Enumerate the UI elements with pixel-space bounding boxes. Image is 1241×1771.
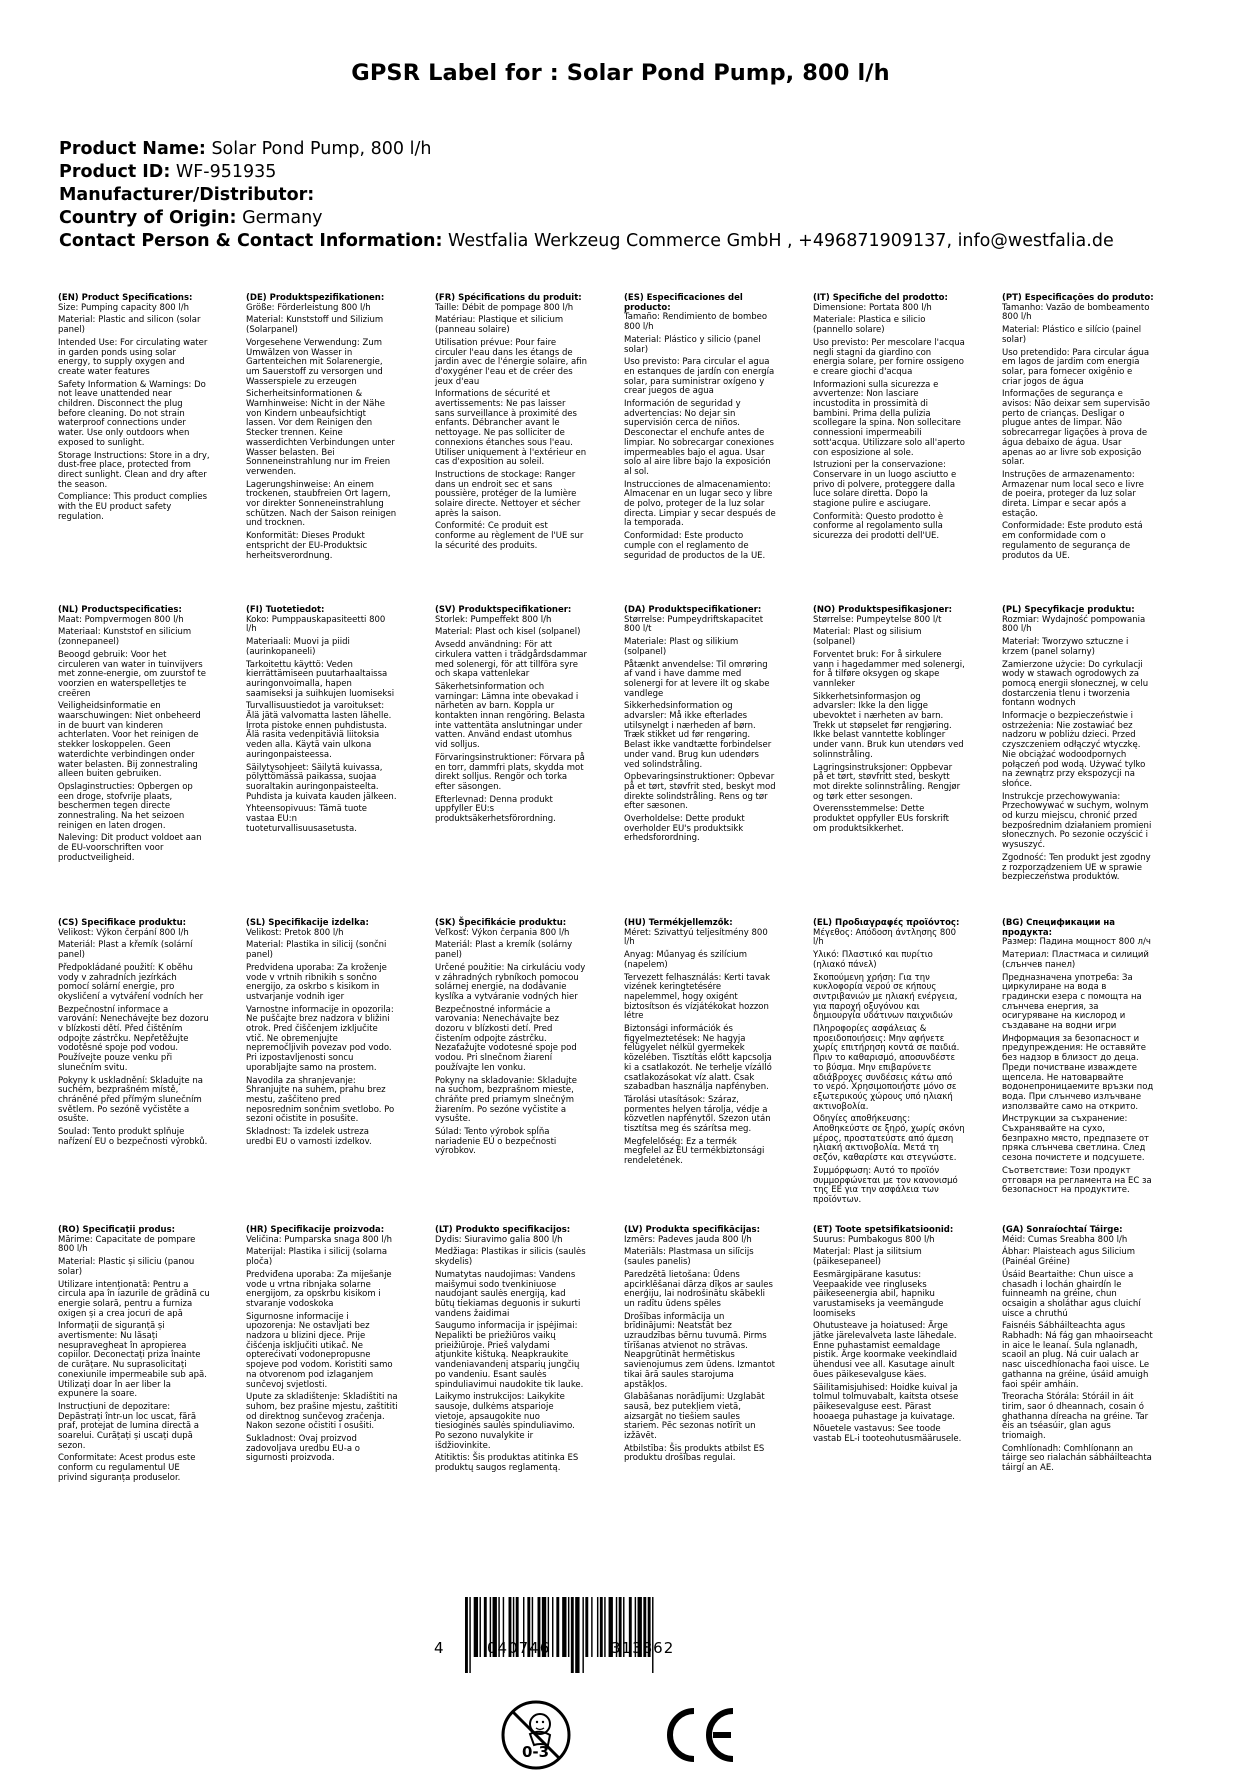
spec-paragraph: Säkerhetsinformation och varningar: Lämna inte obevakad i närheten av barn. Koppla ur kontakten innan rengöring. Belasta inte vattentäta anslutningar under vatten. Använd endast utomhus vid solljus. bbox=[435, 681, 585, 751]
spec-paragraph: Compliance: This product complies with the EU product safety regulation. bbox=[58, 492, 207, 522]
spec-paragraph: Avsedd användning: För att cirkulera vatten i trädgårdsdammar med solenergi, för att tillföra syre och skapa vattenlekar bbox=[435, 640, 587, 680]
spec-block bbox=[435, 294, 587, 555]
spec-header: (SV) Produktspecifikationer: bbox=[435, 605, 572, 615]
spec-paragraph: Utilizare intenționată: Pentru a circula apa în iazurile de grădină cu energie solară, pentru a furniza oxigen și a crea jocuri de apă bbox=[58, 1279, 210, 1319]
spec-paragraph: Koko: Pumppauskapasiteetti 800 l/h bbox=[246, 614, 386, 635]
spec-paragraph: Säilytysohjeet: Säilytä kuivassa, pölyttömässä paikassa, suojaa suoraltakin auringonpaisteelta. Puhdista ja kuivata kauden jälkeen. bbox=[246, 762, 397, 802]
spec-paragraph: Storage Instructions: Store in a dry, dust-free place, protected from direct sunlight. Clean and dry after the season. bbox=[58, 450, 210, 490]
spec-paragraph: Tamanho: Vazão de bombeamento 800 l/h bbox=[1002, 302, 1150, 323]
spec-paragraph: Overholdelse: Dette produkt overholder EU's produktsikk erhedsforordning. bbox=[624, 814, 745, 844]
barcode-bar bbox=[469, 1597, 470, 1673]
spec-paragraph: Pokyny k uskladnění: Skladujte na suchém, bezprašném místě, chráněné před přímým slunečním světlem. Po sezóně vyčistěte a osušte. bbox=[58, 1075, 203, 1125]
spec-paragraph: Izmērs: Padeves jauda 800 l/h bbox=[624, 1234, 752, 1245]
spec-paragraph: Conformidade: Este produto está em conformidade com o regulamento de segurança de produtos da UE. bbox=[1002, 521, 1143, 561]
spec-paragraph: Materiaali: Muovi ja piidi (aurinkopaneeli) bbox=[246, 637, 350, 657]
spec-paragraph: Sukladnost: Ovaj proizvod zadovoljava uredbu EU-a o sigurnosti proizvoda. bbox=[246, 1434, 360, 1464]
spec-paragraph: Zgodność: Ten produkt jest zgodny z rozporządzeniem UE w sprawie bezpieczeństwa produktów. bbox=[1002, 852, 1151, 883]
spec-paragraph: Materiaal: Kunststof en silicium (zonnepaneel) bbox=[58, 627, 192, 648]
spec-paragraph: Yhteensopivuus: Tämä tuote vastaa EU:n tuoteturvallisuusasetusta. bbox=[246, 804, 368, 834]
spec-paragraph: Pokyny na skladovanie: Skladujte na suchom, bezprašnom mieste, chráňte pred priamym slnečným žiarením. Po sezóne vyčistite a vysušte. bbox=[435, 1075, 577, 1125]
spec-paragraph: Conformidad: Este producto cumple con el reglamento de seguridad de productos de la UE. bbox=[624, 531, 766, 561]
spec-paragraph: Tarkoitettu käyttö: Veden kierrättämiseen puutarhaaltaissa auringonvoimalla, hapen saamiseksi ja suihkujen luomiseksi bbox=[246, 659, 395, 699]
spec-paragraph: Velikost: Výkon čerpání 800 l/h bbox=[58, 927, 189, 938]
spec-paragraph: Comhlíonadh: Comhlíonann an táirge seo rialachán sábháilteachta táirgí an AE. bbox=[1002, 1443, 1152, 1474]
spec-paragraph: Instrucciones de almacenamiento: Almacenar en un lugar seco y libre de polvo, proteger de la luz solar directa. Limpiar y secar después de la temporada. bbox=[624, 479, 776, 529]
spec-header: (FR) Spécifications du produit: bbox=[435, 293, 582, 303]
barcode-bar bbox=[652, 1597, 653, 1673]
barcode-bar bbox=[556, 1597, 559, 1657]
spec-block bbox=[624, 1226, 776, 1467]
spec-paragraph: Paredzētā lietošana: Ūdens apcirklēšanai dārza dīķos ar saules enerģiju, lai nodrošinātu skābekli un radītu ūdens spēles bbox=[624, 1269, 773, 1309]
spec-paragraph: Naleving: Dit product voldoet aan de EU-voorschriften voor productveiligheid. bbox=[58, 833, 202, 863]
spec-header: (CS) Specifikace produktu: bbox=[58, 918, 187, 928]
spec-paragraph: Beoogd gebruik: Voor het circuleren van water in tuinvijvers met zonne-energie, om zuurstof te voorzien en waterspelletjes te creëren bbox=[58, 649, 206, 699]
spec-paragraph: Efterlevnad: Denna produkt uppfyller EU:s produktsäkerhetsförordning. bbox=[435, 794, 556, 825]
spec-block bbox=[246, 919, 398, 1150]
spec-block bbox=[1002, 294, 1154, 564]
spec-header: (RO) Specificații produs: bbox=[58, 1225, 176, 1235]
spec-block bbox=[246, 606, 398, 837]
spec-paragraph: Предназначена употреба: За циркулиране на вода в градински езера с помощта на слънчева енергия, за осигуряване на кислород и създаване на водни игри bbox=[1002, 972, 1142, 1032]
spec-paragraph: Informations de sécurité et avertissements: Ne pas laisser sans surveillance à proximité des enfants. Débrancher avant le nettoyage. Ne pas solliciter de connexions étanches sous l'eau. Utiliser uniquement à l'extérieur en cas d'exposition au soleil. bbox=[435, 389, 587, 468]
spec-paragraph: Ábhar: Plaisteach agus Silicium (Painéal Gréine) bbox=[1002, 1247, 1136, 1268]
spec-paragraph: Navodila za shranjevanje: Shranjujte na suhem, prahu brez mestu, zaščiteno pred neposrednim sončnim svetlobo. Po sezoni očistite in posušite. bbox=[246, 1075, 395, 1125]
barcode-bar bbox=[568, 1597, 569, 1657]
spec-paragraph: Safety Information & Warnings: Do not leave unattended near children. Disconnect the plug before cleaning. Do not strain waterproof connections under water. Use only outdoors when exposed to sunlight. bbox=[58, 379, 206, 448]
spec-paragraph: Størrelse: Pumpeydriftskapacitet 800 l/t bbox=[624, 614, 764, 635]
spec-paragraph: Materijal: Plastika i silicij (solarna ploča) bbox=[246, 1247, 388, 1268]
spec-paragraph: Dimensione: Portata 800 l/h bbox=[813, 302, 932, 313]
spec-header: (DA) Produktspecifikationer: bbox=[624, 605, 762, 615]
spec-paragraph: Faisnéis Sábháilteachta agus Rabhadh: Ná fág gan mhaoirseacht in aice le leanaí. Sula nglanadh, scaoil an plug. Ná cuir ualach ar nasc uiscedhíonacha faoi uisce. Le gathanna na gréine, úsáid amuigh faoi spéir amháin. bbox=[1002, 1321, 1153, 1390]
product-info-label: Contact Person & Contact Information: bbox=[59, 231, 443, 251]
product-info-value: WF-951935 bbox=[175, 162, 277, 182]
spec-paragraph: Πληροφορίες ασφάλειας & προειδοποιήσεις: Μην αφήνετε χωρίς επιτήρηση κοντά σε παιδιά. Πριν το καθαρισμό, αποσυνδέστε το βύσμα. Μην επιβαρύνετε αδιάβροχες συνδέσεις κάτω από το νερό. Χρησιμοποιήστε μόνο σε εξωτερικούς χώρους υπό ηλιακή ακτινοβολία. bbox=[813, 1024, 960, 1112]
spec-header: (NO) Produktspesifikasjoner: bbox=[813, 605, 952, 615]
spec-block bbox=[58, 294, 210, 525]
spec-paragraph: Sicherheitsinformationen & Warnhinweise: Nicht in der Nähe von Kindern unbeaufsichtigt lassen. Vor dem Reinigen den Stecker trennen. Keine wasserdichten Verbindungen unter Wasser belasten. Bei Sonneneinstrahlung nur im Freien verwenden. bbox=[246, 389, 395, 477]
spec-header: (SL) Specifikacije izdelka: bbox=[246, 918, 369, 928]
product-info bbox=[59, 138, 1114, 253]
barcode-bar bbox=[575, 1597, 579, 1673]
product-info-label: Manufacturer/Distributor: bbox=[59, 185, 315, 205]
spec-paragraph: Materiál: Plast a křemík (solární panel) bbox=[58, 940, 193, 961]
barcode-bar bbox=[582, 1597, 583, 1673]
spec-paragraph: Maat: Pompvermogen 800 l/h bbox=[58, 614, 184, 625]
spec-paragraph: Varnostne informacije in opozorila: Ne puščajte brez nadzora v bližini otrok. Pred čiščenjem izključite vtič. Ne obremenjujte nepremočljivih povezav pod vodo. Pri izpostavljenosti soncu uporabljajte samo na prostem. bbox=[246, 1004, 394, 1073]
spec-block bbox=[435, 1226, 587, 1477]
spec-header: (ET) Toote spetsifikatsioonid: bbox=[813, 1225, 954, 1235]
barcode-bar bbox=[480, 1597, 481, 1657]
spec-paragraph: Förvaringsinstruktioner: Förvara på en torr, dammfri plats, skydda mot direkt solljus. Rengör och torka efter säsongen. bbox=[435, 752, 585, 792]
spec-paragraph: Storlek: Pumpeffekt 800 l/h bbox=[435, 614, 552, 625]
spec-header: (EL) Προδιαγραφές προϊόντος: bbox=[813, 918, 960, 928]
spec-header: (LV) Produkta specifikācijas: bbox=[624, 1225, 760, 1235]
barcode-digits-right: 313862 bbox=[611, 1639, 675, 1657]
spec-paragraph: Materiál: Plast a kremík (solárny panel) bbox=[435, 940, 573, 961]
spec-block bbox=[435, 606, 587, 828]
spec-paragraph: Predvidena uporaba: Za kroženje vode v vrtnih ribnikih s sončno energijo, za oskrbo s kisikom in ustvarjanje vodnih iger bbox=[246, 962, 387, 1002]
spec-paragraph: Materiale: Plastica e silicio (pannello solare) bbox=[813, 315, 926, 336]
spec-paragraph: Úsáid Beartaithe: Chun uisce a chasadh i lochán ghairdín le fuinneamh na gréine, chun ocsaigin a sholáthar agus cluichí uisce a chruthú bbox=[1002, 1269, 1141, 1319]
spec-paragraph: Material: Plástico e silício (painel solar) bbox=[1002, 325, 1142, 345]
spec-paragraph: Informazioni sulla sicurezza e avvertenze: Non lasciare incustodita in prossimità di bambini. Prima della pulizia scollegare la spina. Non sollecitare connessioni impermeabili sott'acqua. Utilizzare solo all'aperto con esposizione al sole. bbox=[813, 379, 965, 458]
spec-paragraph: Dydis: Siuravimo galia 800 l/h bbox=[435, 1234, 563, 1245]
spec-paragraph: Tamaño: Rendimiento de bombeo 800 l/h bbox=[624, 312, 768, 333]
spec-paragraph: Anyag: Műanyag és szilícium (napelem) bbox=[624, 950, 748, 970]
spec-paragraph: Instrukcje przechowywania: Przechowywać w suchym, wolnym od kurzu miejscu, chronić przed bezpośrednim działaniem promieni słonecznych. Po sezonie oczyścić i wysuszyć. bbox=[1002, 791, 1152, 851]
spec-paragraph: Material: Plastic and silicon (solar panel) bbox=[58, 315, 201, 336]
spec-paragraph: Materiale: Plast og silikium (solpanel) bbox=[624, 637, 739, 657]
spec-block bbox=[246, 294, 398, 564]
spec-paragraph: Saugumo informacija ir įspėjimai: Nepalikti be priežiūros vaikų prieižiūroje. Prieš valydami atjunkite kištuką. Neapkraukite vandeniavandenį atsparių jungčių po vandeniu. Esant saulės spinduliavimui naudokite tik lauke. bbox=[435, 1321, 584, 1390]
spec-paragraph: Instrucțiuni de depozitare: Depăstrați într-un loc uscat, fără praf, protejat de lumina directă a soarelui. Curățați și uscați după sezon. bbox=[58, 1401, 200, 1451]
spec-paragraph: Vorgesehene Verwendung: Zum Umwälzen von Wasser in Gartenteichen mit Solarenergie, um Sauerstoff zu versorgen und Wasserspiele zu erzeugen bbox=[246, 337, 383, 387]
barcode-bar bbox=[585, 1597, 588, 1657]
product-info-row bbox=[59, 161, 1114, 184]
spec-paragraph: Material: Plastika in silicij (sončni panel) bbox=[246, 940, 387, 961]
spec-paragraph: Materjal: Plast ja silitsium (päikesepaneel) bbox=[813, 1247, 922, 1268]
product-info-row bbox=[59, 184, 1114, 207]
spec-paragraph: Glabāšanas norādījumi: Uzglabāt sausā, bez putekļiem vietā, aizsargāt no tiešiem saules stariem. Pēc sezonas notīrīt un izžāvēt. bbox=[624, 1392, 765, 1442]
spec-paragraph: Veľkosť: Výkon čerpania 800 l/h bbox=[435, 927, 570, 938]
spec-paragraph: Informações de segurança e avisos: Não deixar sem supervisão perto de crianças. Desligar o plugue antes de limpar. Não sobrecarregar ligações à prova de água debaixo de água. Usar apenas ao ar livre sob exposição solar. bbox=[1002, 389, 1150, 468]
spec-header: (ES) Especificaciones del producto: bbox=[624, 293, 743, 313]
spec-paragraph: Numatytas naudojimas: Vandens maišymui sodo tvenkiniuose naudojant saulės energiją, kad būtų tiekiamas deguonis ir sukurti vandens žaidimai bbox=[435, 1269, 581, 1319]
product-info-row bbox=[59, 138, 1114, 161]
barcode-bar bbox=[465, 1597, 468, 1673]
spec-paragraph: Tárolási utasítások: Száraz, pormentes helyen tárolja, védje a közvetlen napfénytől. Szezon után tisztítsa meg és szárítsa meg. bbox=[624, 1094, 771, 1135]
spec-paragraph: Treoracha Stórála: Stóráil in áit tirim, saor ó dheannach, cosain ó ghathanna díreacha na gréine. Tar éis an tséasúir, glan agus triomaigh. bbox=[1002, 1392, 1149, 1442]
spec-paragraph: Atitiktis: Šis produktas atitinka ES produktų saugos reglamentą. bbox=[435, 1453, 579, 1474]
spec-block bbox=[624, 294, 776, 564]
spec-paragraph: Material: Plast och kisel (solpanel) bbox=[435, 627, 581, 638]
spec-paragraph: Sikkerhedsinformation og advarsler: Må ikke efterlades utilsynelgt i nærheden af børn. Træk stikket ud før rengøring. Belast ikke vandtætte forbindelser under vand. Brug kun udendørs ved solindstråling. bbox=[624, 701, 772, 770]
spec-paragraph: Μέγεθος: Απόδοση άντλησης 800 l/h bbox=[813, 927, 957, 948]
spec-paragraph: Información de seguridad y advertencias: No dejar sin supervisión cerca de niños. Desconectar el enchufe antes de limpiar. No sobrecargar conexiones impermeables bajo el agua. Usar solo al aire libre bajo la exposición al sol. bbox=[624, 399, 774, 477]
page-title: GPSR Label for : Solar Pond Pump, 800 l/h bbox=[351, 60, 890, 86]
barcode-bar bbox=[571, 1597, 574, 1673]
product-info-row bbox=[59, 230, 1114, 253]
spec-paragraph: Информация за безопасност и предупреждения: Не оставяйте без надзор в близост до деца. Преди почистване изваждете щепсела. Не натоварвайте водонепроницаемите връзки под вода. При слънчево излъчване използвайте само на открито. bbox=[1002, 1033, 1154, 1112]
spec-paragraph: Rozmiar: Wydajność pompowania 800 l/h bbox=[1002, 614, 1146, 635]
spec-paragraph: Bezpečnostní informace a varování: Nenechávejte bez dozoru v blízkosti dětí. Před čištěním odpojte zástrčku. Nepřetěžujte vodotěsné spoje pod vodou. Používejte pouze venku při slunečním svitu. bbox=[58, 1004, 209, 1073]
spec-header: (BG) Спецификации на продукта: bbox=[1002, 918, 1115, 938]
spec-paragraph: Conformité: Ce produit est conforme au règlement de l'UE sur la sécurité des produits. bbox=[435, 521, 584, 551]
spec-paragraph: Tervezett felhasználás: Kerti tavak vizének keringtetésére napelemmel, hogy oxigént biztosítson és vízjátékokat hozzon létre bbox=[624, 972, 770, 1022]
barcode-digit-lead: 4 bbox=[434, 1639, 444, 1657]
spec-paragraph: Istruzioni per la conservazione: Conservare in un luogo asciutto e privo di polvere, proteggere dalla luce solare diretta. Dopo la stagione pulire e asciugare. bbox=[813, 460, 957, 510]
spec-paragraph: Größe: Förderleistung 800 l/h bbox=[246, 302, 371, 313]
spec-header: (PT) Especificações do produto: bbox=[1002, 293, 1154, 303]
spec-paragraph: Συμμόρφωση: Αυτό το προϊόν συμμορφώνεται με τον κανονισμό της ΕΕ για την ασφάλεια των προϊόντων. bbox=[813, 1165, 958, 1205]
barcode-bar bbox=[600, 1597, 603, 1657]
spec-paragraph: Material: Plástico y silicio (panel solar) bbox=[624, 334, 761, 355]
spec-paragraph: Material: Kunststoff und Silizium (Solarpanel) bbox=[246, 315, 384, 336]
barcode-bar bbox=[604, 1597, 605, 1657]
spec-paragraph: Bezpečnostné informácie a varovania: Nenechávajte bez dozoru v blízkosti detí. Pred čistením odpojte zástrčku. Nezaťažujte vodotesné spoje pod vodou. Pri slnečnom žiarení používajte len vonku. bbox=[435, 1004, 577, 1073]
not-for-children-0-3-icon bbox=[500, 1699, 572, 1771]
spec-header: (PL) Specyfikacje produktu: bbox=[1002, 605, 1135, 615]
spec-paragraph: Mărime: Capacitate de pompare 800 l/h bbox=[58, 1234, 196, 1255]
spec-paragraph: Skladnost: Ta izdelek ustreza uredbi EU o varnosti izdelkov. bbox=[246, 1127, 372, 1147]
spec-paragraph: Overensstemmelse: Dette produktet oppfyller EUs forskrift om produktsikkerhet. bbox=[813, 804, 950, 834]
spec-paragraph: Инструкции за съхранение: Съхранявайте на сухо, безпрахно място, предпазете от пряка слънчева светлина. След сезона почистете и подсушете. bbox=[1002, 1114, 1150, 1164]
spec-paragraph: Materiał: Tworzywo sztuczne i krzem (panel solarny) bbox=[1002, 637, 1129, 657]
spec-header: (DE) Produktspezifikationen: bbox=[246, 293, 385, 303]
spec-paragraph: Súlad: Tento výrobok spĺňa nariadenie EÚ o bezpečnosti výrobkov. bbox=[435, 1127, 557, 1157]
spec-paragraph: Upute za skladištenje: Skladištiti na suhom, bez prašine mjestu, zaštititi od direktnog sunčevog zračenja. Nakon sezone očistiti i osušiti. bbox=[246, 1392, 398, 1432]
spec-paragraph: Съответствие: Този продукт отговаря на регламента на ЕС за безопасност на продуктите. bbox=[1002, 1165, 1152, 1196]
spec-paragraph: Intended Use: For circulating water in garden ponds using solar energy, to supply oxygen and create water features bbox=[58, 337, 208, 377]
spec-paragraph: Sikkerhetsinformasjon og advarsler: Ikke la den ligge ubevoktet i nærheten av barn. Trekk ut støpselet før rengjøring. Ikke belast vanntette koblinger under vann. Bruk kun utendørs ved solinnstråling. bbox=[813, 691, 964, 760]
age-range-label: 0-3 bbox=[522, 1743, 550, 1761]
spec-header: (LT) Produkto specifikacijos: bbox=[435, 1225, 571, 1235]
spec-paragraph: Størrelse: Pumpeytelse 800 l/t bbox=[813, 614, 942, 625]
spec-paragraph: Size: Pumping capacity 800 l/h bbox=[58, 302, 190, 313]
spec-paragraph: Konformität: Dieses Produkt entspricht der EU-Produktsic herheitsverordnung. bbox=[246, 531, 368, 561]
spec-paragraph: Zamierzone użycie: Do cyrkulacji wody w stawach ogrodowych za pomocą energii słonecznej, w celu dostarczenia tlenu i tworzenia fontann wodnych bbox=[1002, 659, 1149, 709]
spec-block bbox=[435, 919, 587, 1160]
spec-paragraph: Predviđena uporaba: Za miješanje vode u vrtna ribnjaka solarne energijom, za opskrbu kisikom i stvaranje vodoskoka bbox=[246, 1269, 392, 1309]
spec-paragraph: Uso previsto: Per mescolare l'acqua negli stagni da giardino con energia solare, per fornire ossigeno e creare giochi d'acqua bbox=[813, 337, 965, 377]
spec-block bbox=[58, 606, 210, 867]
spec-header: (SK) Špecifikácie produktu: bbox=[435, 918, 567, 928]
spec-block bbox=[58, 919, 210, 1150]
product-info-value: Germany bbox=[242, 208, 323, 228]
spec-paragraph: Opslaginstructies: Opbergen op een droge, stofvrije plaats, beschermen tegen directe zonnestraling. Na het seizoen reinigen en laten drogen. bbox=[58, 781, 193, 831]
product-info-value: Solar Pond Pump, 800 l/h bbox=[211, 139, 432, 159]
spec-paragraph: Nõuetele vastavus: See toode vastab EL-i tooteohutusmäärusele. bbox=[813, 1424, 962, 1445]
spec-paragraph: Biztonsági információk és figyelmeztetések: Ne hagyja felügyelet nélkül gyermekek közelében. Tisztítás előtt kapcsolja ki a csatlakozót. Ne terhelje vízálló csatlakozásokat víz alatt. Csak szabadban használja napfényben. bbox=[624, 1024, 772, 1093]
spec-paragraph: Σκοπούμενη χρήση: Για την κυκλοφορία νερού σε κήπους σιντριβανιών με ηλιακή ενέργεια, για παροχή οξυγόνου και δημιουργία υδάτινων παιχνιδιών bbox=[813, 972, 958, 1022]
spec-paragraph: Atbilstība: Šis produkts atbilst ES produktu drošības regulai. bbox=[624, 1443, 765, 1464]
spec-header: (IT) Specifiche del prodotto: bbox=[813, 293, 948, 303]
product-info-label: Product ID: bbox=[59, 162, 171, 182]
spec-block bbox=[1002, 919, 1154, 1199]
spec-paragraph: Ohutusteave ja hoiatused: Ärge jätke järelevalveta laste lähedale. Enne puhastamist eemaldage pistik. Ärge koormake veekindlaid ühendusi vee all. Kasutage ainult õues päikesevalguse käes. bbox=[813, 1321, 957, 1380]
spec-header: (FI) Tuotetiedot: bbox=[246, 605, 325, 615]
spec-paragraph: Předpokládané použití: K oběhu vody v zahradních jezírkách pomocí solární energie, pro okysličení a vytváření vodních her bbox=[58, 962, 204, 1002]
spec-paragraph: Material: Plast og silisium (solpanel) bbox=[813, 627, 922, 648]
spec-paragraph: Určené použitie: Na cirkuláciu vody v záhradných rybníkoch pomocou solárnej energie, na dodávanie kyslíka a vytváranie vodných hier bbox=[435, 962, 586, 1002]
ce-mark-icon bbox=[663, 1705, 737, 1765]
spec-paragraph: Υλικό: Πλαστικό και πυρίτιο (ηλιακό πάνελ) bbox=[813, 950, 933, 970]
spec-paragraph: Medžiaga: Plastikas ir silicis (saulės skydelis) bbox=[435, 1247, 586, 1268]
spec-block bbox=[813, 1226, 965, 1448]
spec-paragraph: Material: Plastic și siliciu (panou solar) bbox=[58, 1257, 195, 1277]
spec-paragraph: Instructions de stockage: Ranger dans un endroit sec et sans poussière, protéger de la lumière solaire directe. Nettoyer et sécher après la saison. bbox=[435, 469, 581, 519]
spec-paragraph: Méid: Cumas Sreabha 800 l/h bbox=[1002, 1234, 1128, 1245]
spec-paragraph: Matériau: Plastique et silicium (panneau solaire) bbox=[435, 315, 564, 336]
spec-paragraph: Opbevaringsinstruktioner: Opbevar på et tørt, støvfrit sted, beskyt mod direkte solindstråling. Rens og tør efter sæsonen. bbox=[624, 772, 776, 812]
spec-paragraph: Megfelelőség: Ez a termék megfelel az EU termékbiztonsági rendeletének. bbox=[624, 1136, 765, 1167]
spec-paragraph: Utilisation prévue: Pour faire circuler l'eau dans les étangs de jardin avec de l'énergie solaire, afin d'oxygéner l'eau et de créer des jeux d'eau bbox=[435, 337, 587, 387]
spec-paragraph: Sigurnosne informacije i upozorenja: Ne ostavljati bez nadzora u blizini djece. Prije čišćenja isključiti utikač. Ne opterećivati vodonepropusne spojeve pod vodom. Koristiti samo na otvorenom pod izlaganjem sunčevoj svjetlosti. bbox=[246, 1311, 393, 1390]
spec-paragraph: Soulad: Tento produkt splňuje nařízení EU o bezpečnosti výrobků. bbox=[58, 1127, 208, 1147]
spec-block bbox=[1002, 606, 1154, 886]
spec-block bbox=[1002, 1226, 1154, 1477]
spec-paragraph: Forventet bruk: For å sirkulere vann i hagedammer med solenergi, for å tilføre oksygen og skape vannleker bbox=[813, 649, 965, 689]
spec-block bbox=[624, 919, 776, 1170]
product-info-label: Country of Origin: bbox=[59, 208, 237, 228]
spec-paragraph: Uso pretendido: Para circular água em lagos de jardim com energia solar, para fornecer oxigênio e criar jogos de água bbox=[1002, 347, 1150, 387]
spec-paragraph: Lagerungshinweise: An einem trockenen, staubfreien Ort lagern, vor direkter Sonneneinstrahlung schützen. Nach der Saison reinigen und trocknen. bbox=[246, 479, 397, 529]
spec-block bbox=[813, 606, 965, 837]
spec-paragraph: Materiāls: Plastmasa un silīcijs (saules panelis) bbox=[624, 1247, 754, 1268]
spec-paragraph: Informații de siguranță și avertismente: Nu lăsați nesupravegheat în apropierea copiilor. Deconectați priza înainte de curățare. Nu suprasolicitați conexiunile impermeabile sub apă. Utilizați doar în aer liber la expunere la soare. bbox=[58, 1321, 207, 1400]
spec-paragraph: Instruções de armazenamento: Armazenar num local seco e livre de poeira, proteger da luz solar direta. Limpar e secar após a estação. bbox=[1002, 469, 1144, 519]
barcode-bar bbox=[591, 1597, 592, 1657]
spec-header: (HU) Termékjellemzők: bbox=[624, 918, 733, 928]
product-info-label: Product Name: bbox=[59, 139, 206, 159]
spec-paragraph: Suurus: Pumbakogus 800 l/h bbox=[813, 1234, 935, 1245]
spec-paragraph: Материал: Пластмаса и силиций (слънчев панел) bbox=[1002, 950, 1149, 970]
spec-paragraph: Uso previsto: Para circular el agua en estanques de jardín con energía solar, para suministrar oxígeno y crear juegos de agua bbox=[624, 357, 775, 397]
spec-paragraph: Säilitamisjuhised: Hoidke kuival ja tolmul tolmuvabalt, kaitsta otsese päikesevalguse eest. Pärast hooaega puhastage ja kuivatage. bbox=[813, 1382, 959, 1422]
barcode-bar bbox=[597, 1597, 598, 1657]
spec-header: (HR) Specifikacije proizvoda: bbox=[246, 1225, 385, 1235]
spec-block bbox=[246, 1226, 398, 1467]
barcode-bar bbox=[474, 1597, 478, 1657]
spec-paragraph: Eesmärgipärane kasutus: Veepaakide vee ringluseks päikeseenergia abil, hapniku varustamiseks ja veemängude loomiseks bbox=[813, 1269, 944, 1319]
barcode-icon bbox=[465, 1597, 731, 1673]
spec-paragraph: Velikost: Pretok 800 l/h bbox=[246, 927, 344, 938]
spec-block bbox=[813, 294, 965, 545]
spec-paragraph: Οδηγίες αποθήκευσης: Αποθηκεύστε σε ξηρό, χωρίς σκόνη μέρος, προστατεύστε από άμεση ηλιακή ακτινοβολία. Μετά τη σεζόν, καθαρίστε και στεγνώστε. bbox=[813, 1114, 965, 1164]
spec-paragraph: Размер: Падина мощност 800 л/ч bbox=[1002, 937, 1151, 948]
spec-header: (GA) Sonraíochtaí Táirge: bbox=[1002, 1225, 1123, 1235]
spec-block bbox=[813, 919, 965, 1209]
spec-header: (NL) Productspecificaties: bbox=[58, 605, 182, 615]
spec-block bbox=[58, 1226, 210, 1487]
spec-paragraph: Påtænkt anvendelse: Til omrøring af vand i have damme med solenergi for at levere ilt og skabe vandlege bbox=[624, 659, 770, 699]
spec-paragraph: Laikymo instrukcijos: Laikykite sausoje, dulkėms atsparioje vietoje, apsaugokite nuo tiesioginės saulės spinduliavimo. Po sezono nuvalykite ir išdžiovinkite. bbox=[435, 1392, 575, 1451]
spec-paragraph: Turvallisuustiedot ja varoitukset: Älä jätä valvomatta lasten lähelle. Irrota pistoke ennen puhdistusta. Älä rasita vedenpitäviä liitoksia veden alla. Käytä vain ulkona auringonpaisteessa. bbox=[246, 701, 392, 760]
product-info-value: Westfalia Werkzeug Commerce GmbH , +496871909137, info@westfalia.de bbox=[448, 231, 1114, 251]
spec-paragraph: Conformitate: Acest produs este conform cu regulamentul UE privind siguranța produselor. bbox=[58, 1453, 196, 1483]
spec-paragraph: Taille: Débit de pompage 800 l/h bbox=[435, 302, 574, 313]
spec-paragraph: Informacje o bezpieczeństwie i ostrzeżenia: Nie zostawiać bez nadzoru w pobliżu dzieci. Przed czyszczeniem odłączyć wtyczkę. Nie obciążać wodoodpornych połączeń pod wodą. Używać tylko na zewnątrz przy ekspozycji na słońce. bbox=[1002, 711, 1146, 789]
spec-block bbox=[624, 606, 776, 847]
spec-paragraph: Méret: Szivattyú teljesítmény 800 l/h bbox=[624, 927, 768, 948]
spec-paragraph: Conformità: Questo prodotto è conforme al regolamento sulla sicurezza dei prodotti dell'UE. bbox=[813, 511, 944, 542]
spec-paragraph: Drošības informācija un brīdinājumi: Neatstāt bez uzraudzības bērnu tuvumā. Pirms tīrīšanas atvienot no strāvas. Neapgrūtināt hermētiskus savienojumus zem ūdens. Izmantot tikai ārā saules starojuma apstākļos. bbox=[624, 1311, 776, 1390]
barcode-bar bbox=[552, 1597, 553, 1657]
barcode-digits-left: 040746 bbox=[487, 1639, 551, 1657]
barcode-bar bbox=[562, 1597, 566, 1657]
product-info-row bbox=[59, 207, 1114, 230]
spec-paragraph: Veličina: Pumparska snaga 800 l/h bbox=[246, 1234, 393, 1245]
spec-header: (EN) Product Specifications: bbox=[58, 293, 193, 303]
spec-paragraph: Veiligheidsinformatie en waarschuwingen: Niet onbeheerd in de buurt van kinderen achterlaten. Voor het reinigen de stekker loskoppelen. Geen waterdichte verbindingen onder water belasten. Bij zonnestraling alleen buiten gebruiken. bbox=[58, 701, 201, 780]
spec-paragraph: Lagringsinstruksjoner: Oppbevar på et tørt, støvfritt sted, beskytt mot direkte solinnstråling. Rengjør og tørk etter sesongen. bbox=[813, 762, 961, 802]
